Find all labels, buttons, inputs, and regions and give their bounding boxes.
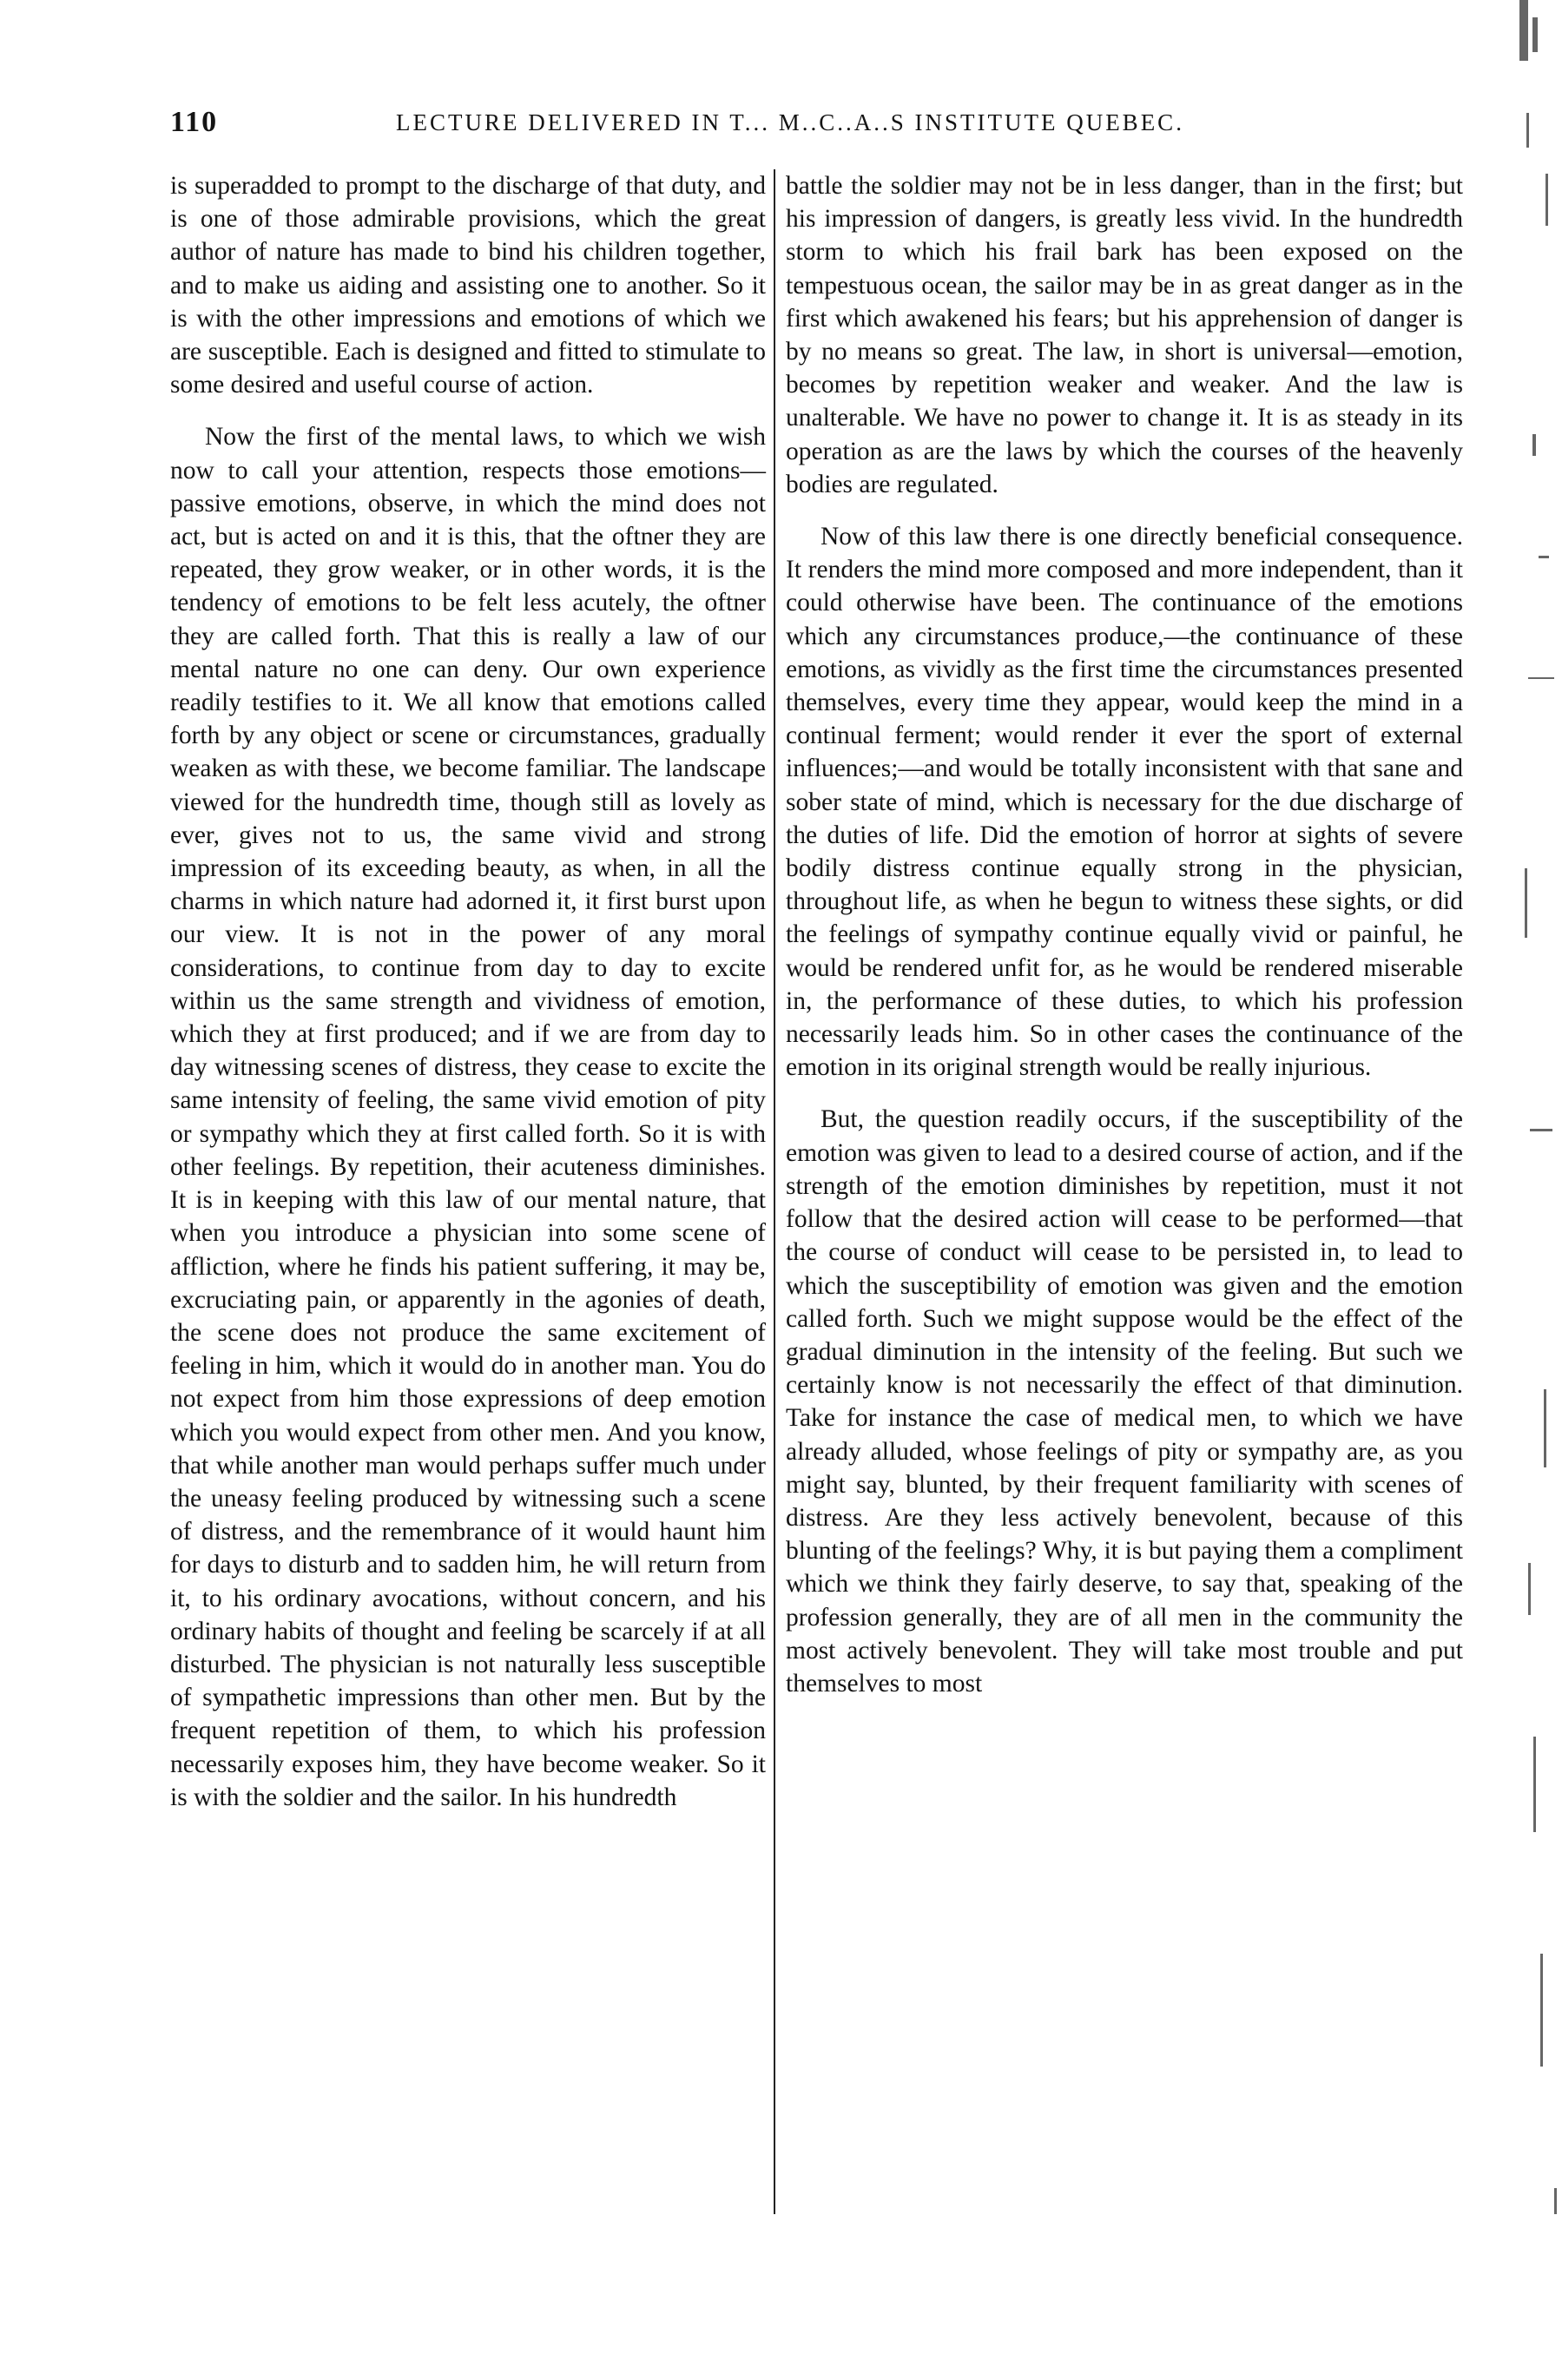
page-edge-scan-artifact (1467, 0, 1562, 2380)
column-divider (774, 169, 775, 2214)
paragraph: is superadded to prompt to the discharge of that duty, and is one of those admirable provisions, which the great author of nature has made to bind his children together, and to make us aiding and assisting one to another. So it is with the other impressions and emotions of which we are susceptible. Each is designed and fitted to stimulate to some desired and useful course of action. (170, 172, 766, 399)
running-head: LECTURE DELIVERED IN T... M..C..A..S INSTITUTE QUEBEC. (396, 109, 1184, 135)
left-column (170, 169, 766, 1833)
paragraph: battle the soldier may not be in less danger, than in the first; but his impression of dangers, is greatly less vivid. In the hundredth storm to which his frail bark has been exposed on the tempestuous ocean, the sailor may be in as great danger as in the first which awakened his fears; but his apprehension of danger is by no means so great. The law, in short is universal—emotion, becomes by repetition weaker and weaker. And the law is unalterable. We have no power to change it. It is as steady in its operation as are the laws by which the courses of the heavenly bodies are regulated. (786, 172, 1463, 498)
paragraph: But, the question readily occurs, if the susceptibility of the emotion was given to lead to a desired course of action, and if the strength of the emotion diminishes by repetition, must it not follow that the desired action will cease to be performed—that the course of conduct will cease to be persisted in, to lead to which the susceptibility of emotion was given and the emotion called forth. Such we might suppose would be the effect of the gradual diminution in the intensity of the feeling. But such we certainly know is not necessarily the effect of that diminution. Take for instance the case of medical men, to which we have already alluded, whose feelings of pity or sympathy are, as you might say, blunted, by their frequent familiarity with scenes of distress. Are they less actively benevolent, because of this blunting of the feelings? Why, it is but paying them a compliment which we think they fairly deserve, to say that, speaking of the profession generally, they are of all men in the community the most actively benevolent. They will take most trouble and put themselves to most (786, 1105, 1463, 1698)
page-header (170, 106, 1499, 149)
paragraph: Now the first of the mental laws, to which we wish now to call your attention, respects those emotions—passive emotions, observe, in which the mind does not act, but is acted on and it is this, that the oftner they are repeated, they grow weaker, or in other words, it is the tendency of emotions to be felt less acutely, the oftner they are called forth. That this is really a law of our mental nature no one can deny. Our own experience readily testifies to it. We all know that emotions called forth by any object or scene or circumstances, gradually weaken as with these, we become familiar. The landscape viewed for the hundredth time, though still as lovely as ever, gives not to us, the same vivid and strong impression of its exceeding beauty, as when, in all the charms in which nature had adorned it, it first burst upon our view. It is not in the power of any moral considerations, to continue from day to day to excite within us the same strength and vividness of emotion, which they at first produced; and if we are from day to day witnessing scenes of distress, they cease to excite the same intensity of feeling, the same vivid emotion of pity or sympathy which they at first called forth. So it is with other feelings. By repetition, their acuteness diminishes. It is in keeping with this law of our mental nature, that when you introduce a physician into some scene of affliction, where he finds his patient suffering, it may be, excruciating pain, or apparently in the agonies of death, the scene does not produce the same excitement of feeling in him, which it would do in another man. You do not expect from him those expressions of deep emotion which you would expect from other men. And you know, that while another man would perhaps suffer much under the uneasy feeling produced by witnessing such a scene of distress, and the remembrance of it would haunt him for days to disturb and to sadden him, he will return from it, to his ordinary avocations, without concern, and his ordinary habits of thought and feeling be scarcely if at all disturbed. The physician is not naturally less susceptible of sympathetic impressions than other men. But by the frequent repetition of them, to which his profession necessarily exposes him, they have become weaker. So it is with the soldier and the sailor. In his hundredth (170, 423, 766, 1811)
paragraph: Now of this law there is one directly beneficial consequence. It renders the mind more composed and more independent, than it could otherwise have been. The continuance of the emotions which any circumstances produce,—the continuance of these emotions, as vividly as the first time the circumstances presented themselves, every time they appear, would keep the mind in a continual ferment; would render it ever the sport of external influences;—and would be totally inconsistent with that sane and sober state of mind, which is necessary for the due discharge of the duties of life. Did the emotion of horror at sights of severe bodily distress continue equally strong in the physician, throughout life, as when he begun to witness these sights, or did the feelings of sympathy continue equally vivid or painful, he would be rendered unfit for, as he would be rendered miserable in, the performance of these duties, to which his profession necessarily leads him. So in other cases the continuance of the emotion in its original strength would be really injurious. (786, 523, 1463, 1082)
page-number: 110 (170, 106, 219, 138)
right-column (786, 169, 1463, 1719)
